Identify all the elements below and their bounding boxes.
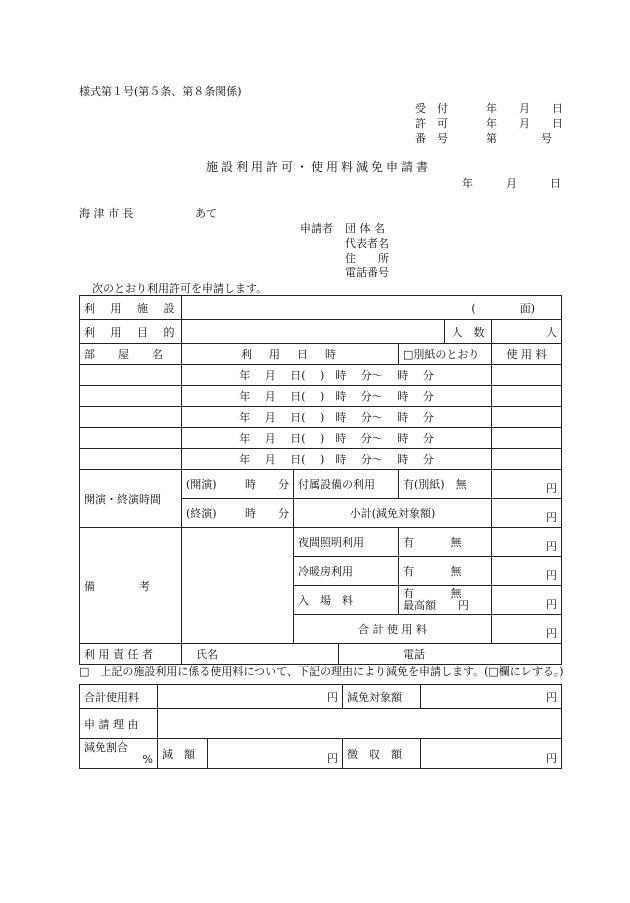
equipment-label: 付属設備の利用 bbox=[294, 470, 399, 499]
exemption-target-field[interactable]: 円 bbox=[421, 685, 562, 709]
intro-text: 次のとおり利用許可を申請します。 bbox=[92, 282, 268, 295]
total-fee-label: 合 計 使 用 料 bbox=[294, 615, 492, 644]
datetime-row-3[interactable]: 年 月 日( ) 時 分～ 時 分 bbox=[182, 407, 492, 428]
stamp-permit-date: 年 月 日 bbox=[486, 117, 563, 130]
applicant-address-label: 住 所 bbox=[345, 252, 389, 265]
reduction-rate-label: 減免割合 bbox=[84, 740, 128, 754]
room-field-4[interactable] bbox=[80, 428, 182, 449]
responsible-label: 利 用 責 任 者 bbox=[80, 644, 182, 665]
close-ji-fun: 時 分 bbox=[245, 507, 289, 520]
close-label: (終演) bbox=[186, 507, 217, 520]
applicant-phone-label: 電話番号 bbox=[345, 266, 389, 279]
addressee-ate: あて bbox=[195, 207, 217, 220]
room-field-3[interactable] bbox=[80, 407, 182, 428]
form-number: 様式第１号(第５条、第８条関係) bbox=[79, 85, 242, 98]
fee-field-4[interactable] bbox=[492, 428, 562, 449]
entry-fee-amount[interactable]: 円 bbox=[492, 586, 562, 615]
night-light-label: 夜間照明利用 bbox=[294, 528, 399, 557]
fee-label: 使 用 料 bbox=[492, 344, 562, 365]
entry-fee-ari-nashi: 有 無 bbox=[403, 587, 462, 600]
reduction-amount-label: 減 額 bbox=[158, 739, 208, 769]
exemption-note[interactable]: □ 上記の施設利用に係る使用料について、下記の理由により減免を申請します。(□欄にレする。) bbox=[79, 665, 564, 678]
aircon-label: 冷暖房利用 bbox=[294, 557, 399, 586]
datetime-row-1[interactable]: 年 月 日( ) 時 分～ 時 分 bbox=[182, 365, 492, 386]
responsible-phone-label: 電話 bbox=[403, 648, 425, 661]
applicant-group-name-label: 団 体 名 bbox=[345, 222, 385, 235]
datetime-row-4[interactable]: 年 月 日( ) 時 分～ 時 分 bbox=[182, 428, 492, 449]
count-label: 人 数 bbox=[445, 320, 492, 344]
stamp-number-value: 第 号 bbox=[486, 132, 552, 145]
night-light-field[interactable]: 有 無 bbox=[399, 528, 492, 557]
night-light-fee[interactable]: 円 bbox=[492, 528, 562, 557]
separate-sheet-checkbox[interactable]: □別紙のとおり bbox=[399, 344, 492, 365]
stamp-number-label: 番 号 bbox=[415, 132, 448, 145]
total-fee-field[interactable]: 円 bbox=[158, 685, 343, 709]
applicant-rep-label: 代表者名 bbox=[345, 237, 389, 250]
stamp-received-label: 受 付 bbox=[415, 102, 448, 115]
facility-label: 利 用 施 設 bbox=[80, 296, 182, 320]
room-field-5[interactable] bbox=[80, 449, 182, 470]
reduction-rate-percent: % bbox=[142, 752, 153, 766]
facility-field[interactable]: ( 面) bbox=[182, 296, 562, 320]
room-label: 部 屋 名 bbox=[80, 344, 182, 365]
count-field[interactable]: 人 bbox=[492, 320, 562, 344]
stamp-permit-label: 許 可 bbox=[415, 117, 448, 130]
reduction-rate-cell[interactable] bbox=[80, 739, 158, 769]
fee-field-1[interactable] bbox=[492, 365, 562, 386]
datetime-row-5[interactable]: 年 月 日( ) 時 分～ 時 分 bbox=[182, 449, 492, 470]
remarks-label: 備 考 bbox=[80, 528, 182, 644]
usage-table bbox=[79, 295, 562, 665]
remarks-field[interactable] bbox=[182, 528, 294, 644]
open-label: (開演) bbox=[186, 478, 217, 491]
collect-amount-field[interactable]: 円 bbox=[421, 739, 562, 769]
room-field-1[interactable] bbox=[80, 365, 182, 386]
total-fee-label-2: 合計使用料 bbox=[80, 685, 158, 709]
reason-field[interactable] bbox=[158, 709, 562, 739]
purpose-field[interactable] bbox=[182, 320, 445, 344]
exemption-target-label: 減免対象額 bbox=[343, 685, 421, 709]
equipment-fee[interactable]: 円 bbox=[492, 470, 562, 499]
subtotal-fee[interactable]: 円 bbox=[492, 499, 562, 528]
fee-field-5[interactable] bbox=[492, 449, 562, 470]
stamp-received-date: 年 月 日 bbox=[486, 102, 563, 115]
exemption-table bbox=[79, 684, 562, 769]
reason-label: 申 請 理 由 bbox=[80, 709, 158, 739]
reduction-amount-field[interactable]: 円 bbox=[208, 739, 343, 769]
aircon-fee[interactable]: 円 bbox=[492, 557, 562, 586]
subtotal-label: 小計(減免対象額) bbox=[294, 499, 492, 528]
close-time-field[interactable] bbox=[182, 499, 294, 528]
fee-field-3[interactable] bbox=[492, 407, 562, 428]
entry-fee-field[interactable] bbox=[399, 586, 492, 615]
room-field-2[interactable] bbox=[80, 386, 182, 407]
responsible-name-field[interactable] bbox=[182, 644, 339, 665]
form-title: 施設利用許可・使用料減免申請書 bbox=[206, 160, 432, 174]
open-ji-fun: 時 分 bbox=[245, 478, 289, 491]
responsible-name-label: 氏名 bbox=[196, 648, 218, 661]
datetime-label: 利 用 日 時 bbox=[182, 344, 399, 365]
datetime-row-2[interactable]: 年 月 日( ) 時 分～ 時 分 bbox=[182, 386, 492, 407]
purpose-label: 利 用 目 的 bbox=[80, 320, 182, 344]
fee-field-2[interactable] bbox=[492, 386, 562, 407]
addressee: 海 津 市 長 bbox=[79, 207, 134, 220]
entry-fee-max: 最高額 円 bbox=[403, 599, 469, 612]
responsible-phone-field[interactable] bbox=[339, 644, 562, 665]
collect-amount-label: 徴 収 額 bbox=[343, 739, 421, 769]
open-close-label: 開演・終演時間 bbox=[80, 470, 182, 528]
entry-fee-label: 入 場 料 bbox=[294, 586, 399, 615]
aircon-field[interactable]: 有 無 bbox=[399, 557, 492, 586]
total-fee-amount[interactable]: 円 bbox=[492, 615, 562, 644]
open-time-field[interactable] bbox=[182, 470, 294, 499]
applicant-prefix: 申請者 bbox=[300, 222, 333, 235]
date-line: 年 月 日 bbox=[462, 177, 561, 190]
equipment-field[interactable]: 有(別紙) 無 bbox=[399, 470, 492, 499]
